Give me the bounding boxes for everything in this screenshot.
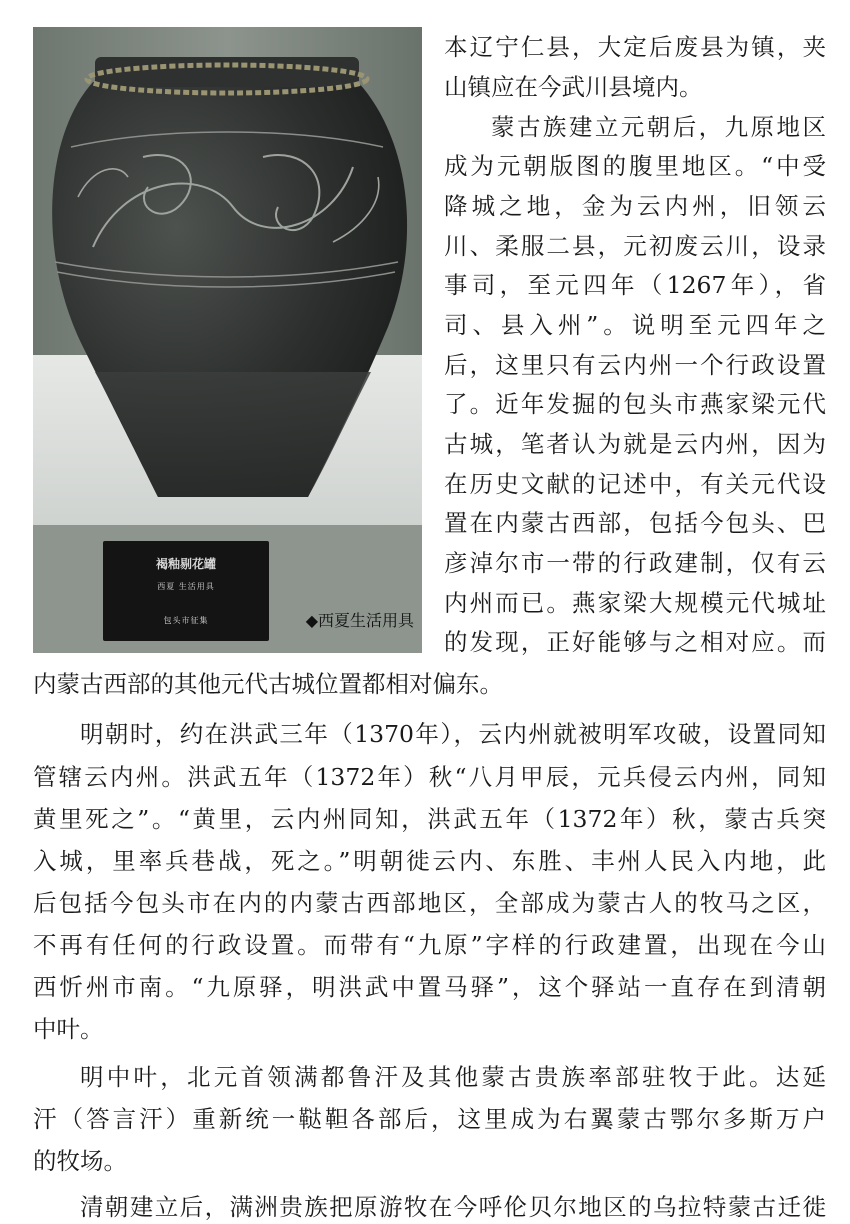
body-line: 管辖云内州。洪武五年（1372年）秋“八月甲辰，元兵侵云内州，同知	[33, 763, 826, 791]
body-line: 司、县入州”。说明至元四年之	[444, 311, 826, 339]
body-line: 明中叶，北元首领满都鲁汗及其他蒙古贵族率部驻牧于此。达延	[80, 1063, 826, 1091]
body-line: 古城，笔者认为就是云内州，因为	[444, 430, 826, 458]
body-line: 事司，至元四年（1267年），省	[444, 271, 826, 299]
body-line: 后包括今包头市在内的内蒙古西部地区，全部成为蒙古人的牧马之区，	[33, 889, 826, 917]
photo-caption: ◆西夏生活用具	[305, 611, 414, 630]
body-line: 内州而已。燕家梁大规模元代城址	[444, 589, 826, 617]
body-line: 入城，里率兵巷战，死之。”明朝徙云内、东胜、丰州人民入内地，此	[33, 847, 826, 875]
body-line: 不再有任何的行政设置。而带有“九原”字样的行政建置，出现在今山	[33, 931, 826, 959]
body-line: 黄里死之”。“黄里，云内州同知，洪武五年（1372年）秋，蒙古兵突	[33, 805, 826, 833]
body-line: 内蒙古西部的其他元代古城位置都相对偏东。	[33, 670, 503, 698]
body-line: 的发现，正好能够与之相对应。而	[444, 628, 826, 656]
body-line: 成为元朝版图的腹里地区。“中受	[444, 152, 826, 180]
plaque-title: 褐釉剔花罐	[155, 557, 216, 571]
body-line: 明朝时，约在洪武三年（1370年），云内州就被明军攻破，设置同知	[80, 720, 826, 748]
body-line: 蒙古族建立元朝后，九原地区	[491, 113, 826, 141]
plaque-museum: 包头市征集	[163, 616, 209, 625]
body-line: 的牧场。	[33, 1147, 127, 1175]
body-line: 山镇应在今武川县境内。	[444, 73, 703, 101]
body-line: 清朝建立后，满洲贵族把原游牧在今呼伦贝尔地区的乌拉特蒙古迁徙	[80, 1193, 826, 1221]
exhibit-label-plaque	[103, 541, 269, 641]
body-line: 后，这里只有云内州一个行政设置	[444, 351, 826, 379]
body-line: 川、柔服二县，元初废云川，设录	[444, 232, 826, 260]
body-line: 彦淖尔市一带的行政建制，仅有云	[444, 549, 826, 577]
body-line: 了。近年发掘的包头市燕家梁元代	[444, 390, 826, 418]
body-line: 置在内蒙古西部，包括今包头、巴	[444, 509, 826, 537]
museum-photo	[33, 27, 422, 653]
plaque-subtitle: 西夏 生活用具	[157, 582, 215, 591]
body-line: 西忻州市南。“九原驿，明洪武中置马驿”，这个驿站一直存在到清朝	[33, 973, 826, 1001]
body-line: 在历史文献的记述中，有关元代设	[444, 470, 826, 498]
body-line: 汗（答言汗）重新统一鞑靼各部后，这里成为右翼蒙古鄂尔多斯万户	[33, 1105, 826, 1133]
body-line: 本辽宁仁县，大定后废县为镇，夹	[444, 33, 826, 61]
body-line: 降城之地，金为云内州，旧领云	[444, 192, 826, 220]
body-line: 中叶。	[33, 1015, 104, 1043]
